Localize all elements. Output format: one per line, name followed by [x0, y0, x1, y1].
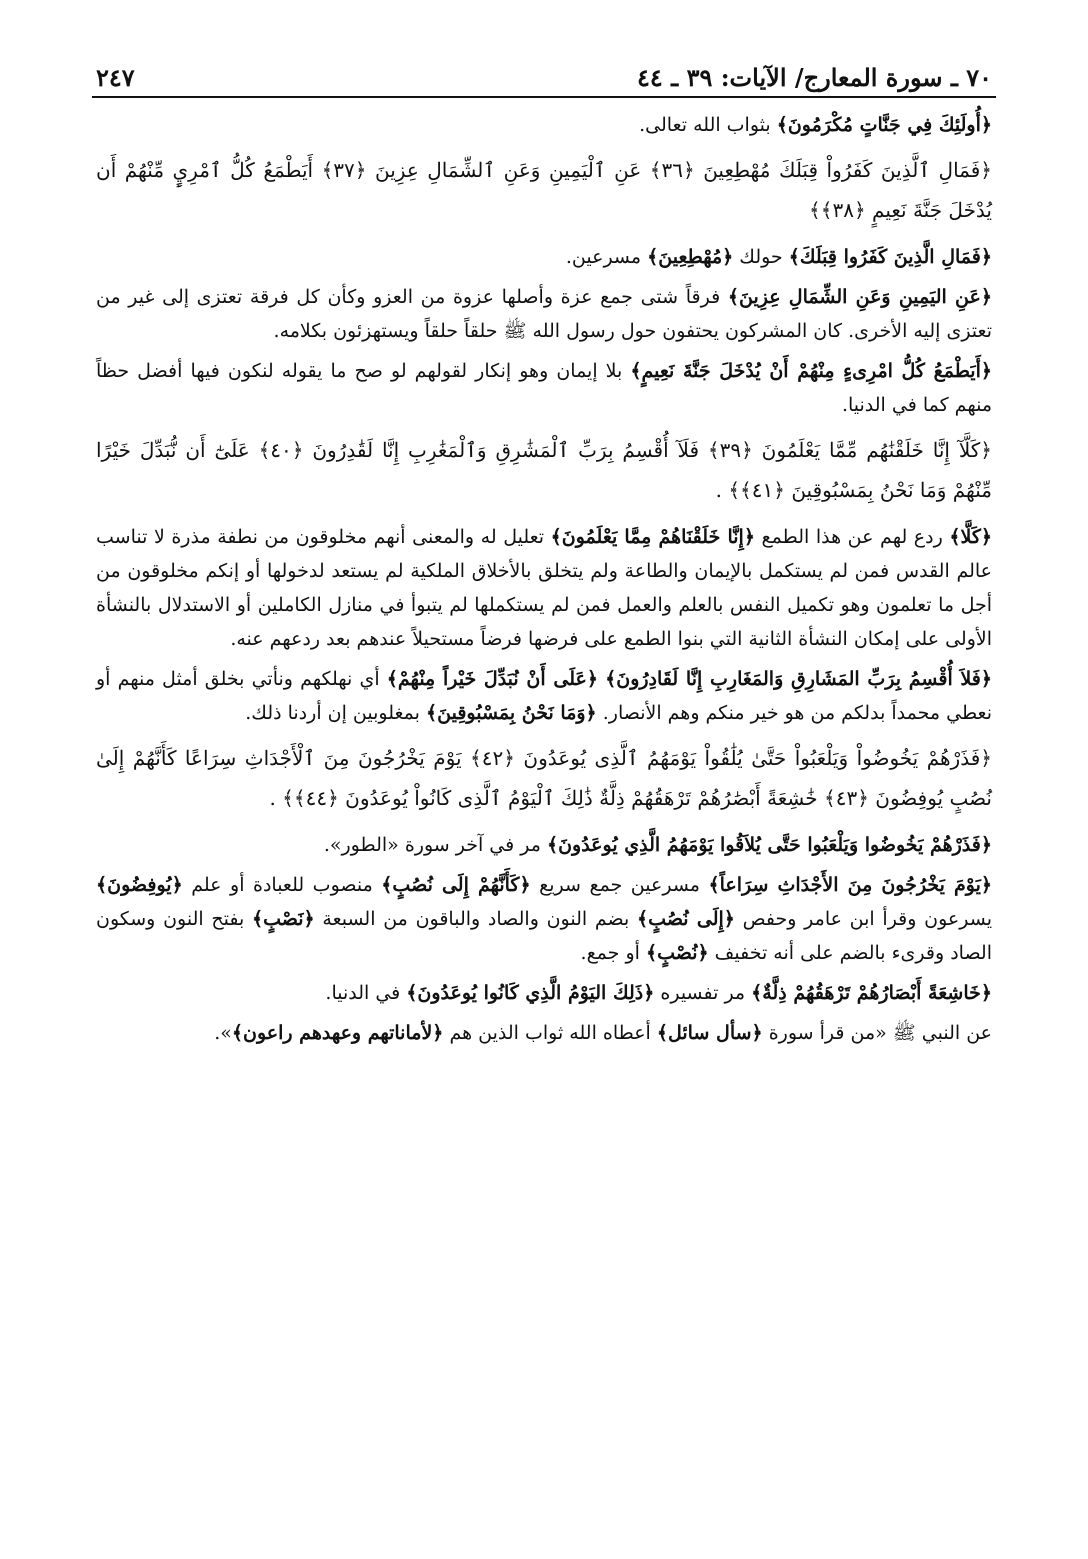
quoted-verse: ﴿أُولَئِكَ فِي جَنَّاتٍ مُكْرَمُونَ﴾ [776, 114, 992, 136]
commentary-paragraph [96, 520, 992, 656]
commentary-text: بمغلوبين إن أردنا ذلك. [245, 702, 426, 724]
commentary-paragraph [96, 1016, 992, 1050]
quoted-verse: ﴿فَذَرْهُمْ يَخُوضُوا وَيَلْعَبُوا حَتَّى يُلاَقُوا يَوْمَهُمُ الَّذِي يُوعَدُونَ﴾ [546, 834, 992, 856]
quoted-verse: ﴿فَلاَ أُقْسِمُ بِرَبِّ المَشَارِقِ وَالمَغَارِبِ إِنَّا لَقَادِرُونَ﴾ [605, 668, 992, 690]
quoted-verse: ﴿سأل سائل﴾ [656, 1022, 763, 1044]
commentary-text: مسرعين. [565, 246, 648, 268]
commentary-text: ». [214, 1022, 232, 1044]
quoted-verse: ﴿كَلَّا﴾ [949, 526, 992, 548]
commentary-paragraph [96, 354, 992, 422]
page-number: ٢٤٧ [96, 63, 135, 92]
commentary-text: مر في آخر سورة «الطور». [323, 834, 547, 856]
quoted-verse: ﴿فَمَالِ الَّذِينَ كَفَرُوا قِبَلَكَ﴾ [788, 246, 992, 268]
quoted-verse: ﴿مُهْطِعِينَ﴾ [647, 246, 734, 268]
quoted-verse: ﴿عَلَى أَنْ نُبَدِّلَ خَيْراً مِنْهُمْ﴾ [386, 668, 598, 690]
commentary-paragraph [96, 280, 992, 348]
quoted-verse: ﴿لأماناتهم وعهدهم راعون﴾ [231, 1022, 444, 1044]
quoted-verse: ﴿إِلَى نُصُبٍ﴾ [637, 908, 735, 930]
commentary-text: بفتح النون وسكون الصاد وقرىء بالضم على أنه تخفيف [96, 908, 992, 964]
commentary-text: منصوب للعبادة أو علم [182, 874, 382, 896]
quoted-verse: ﴿إِنَّا خَلَقْنَاهُمْ مِمَّا يَعْلَمُونَ﴾ [550, 526, 755, 548]
commentary-paragraph [96, 662, 992, 730]
running-header [92, 52, 996, 98]
quoted-verse: ﴿خَاشِعَةً أَبْصَارُهُمْ تَرْهَقُهُمْ ذِلَّةٌ﴾ [751, 982, 992, 1004]
quran-verse-block [96, 738, 992, 818]
commentary-text: مسرعين جمع سريع [530, 874, 709, 896]
quoted-verse: ﴿يُوفِضُونَ﴾ [96, 874, 183, 896]
commentary-text: حولك [733, 246, 789, 268]
commentary-paragraph [96, 108, 992, 142]
commentary-text: يسرعون وقرأ ابن عامر وحفص [734, 908, 992, 930]
quran-verse-block [96, 150, 992, 230]
quoted-verse: ﴿عَنِ اليَمِينِ وَعَنِ الشِّمَالِ عِزِينَ﴾ [727, 286, 992, 308]
quoted-verse: ﴿أَيَطْمَعُ كُلُّ امْرِىءٍ مِنْهُمْ أَنْ يُدْخَلَ جَنَّةَ نَعِيمٍ﴾ [630, 360, 992, 382]
commentary-text: بثواب الله تعالى. [639, 114, 777, 136]
quran-verse-block [96, 430, 992, 510]
page-body [96, 108, 992, 1050]
quoted-verse: ﴿كَأَنَّهُمْ إِلَى نُصُبٍ﴾ [381, 874, 531, 896]
commentary-text: فرقاً شتى جمع عزة وأصلها عزوة من العزو وكأن كل فرقة تعتزى إلى غير من تعتزى إليه الأخرى. كان المشركون يحتفون حول رسول الله ﷺ حلقاً حلقاً ويستهزئون بكلامه. [96, 286, 992, 342]
commentary-text: في الدنيا. [325, 982, 407, 1004]
commentary-text: عن النبي ﷺ «من قرأ سورة [762, 1022, 992, 1044]
quoted-verse: ﴿نَصْبٍ﴾ [251, 908, 315, 930]
commentary-text: بضم النون والصاد والباقون من السبعة [314, 908, 638, 930]
commentary-text: ﴿فَمَالِ ٱلَّذِينَ كَفَرُواْ قِبَلَكَ مُهْطِعِينَ ﴿٣٦﴾ عَنِ ٱلْيَمِينِ وَعَنِ ٱلشِّمَالِ عِزِينَ ﴿٣٧﴾ أَيَطْمَعُ كُلُّ ٱمْرِيٍٕ مِّنْهُمْ أَن يُدْخَلَ جَنَّةَ نَعِيمٍ ﴿٣٨﴾﴾ [96, 158, 993, 222]
quoted-verse: ﴿نُصْبٍ﴾ [645, 942, 709, 964]
commentary-text: بلا إيمان وهو إنكار لقولهم لو صح ما يقوله لنكون فيها أفضل حظاً منهم كما في الدنيا. [96, 360, 992, 416]
chapter-title: ٧٠ ـ سورة المعارج/ الآيات: ٣٩ ـ ٤٤ [637, 63, 992, 92]
commentary-text: ﴿فَذَرْهُمْ يَخُوضُواْ وَيَلْعَبُواْ حَتَّىٰ يُلَٰقُواْ يَوْمَهُمُ ٱلَّذِى يُوعَدُونَ ﴿٤٢﴾ يَوْمَ يَخْرُجُونَ مِنَ ٱلْأَجْدَاثِ سِرَاعًا كَأَنَّهُمْ إِلَىٰ نُصُبٍ يُوفِضُونَ ﴿٤٣﴾ خَٰشِعَةً أَبْصَٰرُهُمْ تَرْهَقُهُمْ ذِلَّةٌ ذَٰلِكَ ٱلْيَوْمُ ٱلَّذِى كَانُواْ يُوعَدُونَ ﴿٤٤﴾﴾ . [96, 746, 992, 810]
commentary-text: ﴿كَلَّآ إِنَّا خَلَقْنَٰهُم مِّمَّا يَعْلَمُونَ ﴿٣٩﴾ فَلَآ أُقْسِمُ بِرَبِّ ٱلْمَشَٰرِقِ وَٱلْمَغَٰرِبِ إِنَّا لَقَٰدِرُونَ ﴿٤٠﴾ عَلَىٰٓ أَن نُّبَدِّلَ خَيْرًا مِّنْهُمْ وَمَا نَحْنُ بِمَسْبُوقِينَ ﴿٤١﴾﴾ . [96, 438, 992, 502]
commentary-text: مر تفسيره [654, 982, 752, 1004]
commentary-text: أو جمع. [580, 942, 646, 964]
commentary-text: أعطاه الله ثواب الذين هم [443, 1022, 657, 1044]
quoted-verse: ﴿ذَلِكَ اليَوْمُ الَّذِي كَانُوا يُوعَدُونَ﴾ [406, 982, 655, 1004]
commentary-text: أي نهلكهم ونأتي بخلق أمثل منهم أو نعطي محمداً بدلكم من هو خير منكم وهم الأنصار. [96, 668, 992, 724]
commentary-paragraph [96, 868, 992, 970]
commentary-paragraph [96, 976, 992, 1010]
commentary-paragraph [96, 240, 992, 274]
commentary-paragraph [96, 828, 992, 862]
quoted-verse: ﴿وَمَا نَحْنُ بِمَسْبُوقِينَ﴾ [425, 702, 597, 724]
commentary-text: تعليل له والمعنى أنهم مخلوقون من نطفة مذرة لا تناسب عالم القدس فمن لم يستكمل بالإيمان والطاعة ولم يتخلق بالأخلاق الملكية لم يستعد لدخولها أو إنكم مخلوقون من أجل ما تعلمون وهو تكميل النفس بالعلم والعمل فمن لم يستكملها لم يتبوأ في منازل الكاملين أو الاستدلال بالنشأة الأولى على إمكان النشأة الثانية التي بنوا الطمع على فرضها فرضاً مستحيلاً عندهم بعد ردعهم عنه. [96, 526, 992, 650]
commentary-text: ردع لهم عن هذا الطمع [754, 526, 950, 548]
quoted-verse: ﴿يَوْمَ يَخْرُجُونَ مِنَ الأَجْدَاثِ سِرَاعاً﴾ [708, 874, 992, 896]
